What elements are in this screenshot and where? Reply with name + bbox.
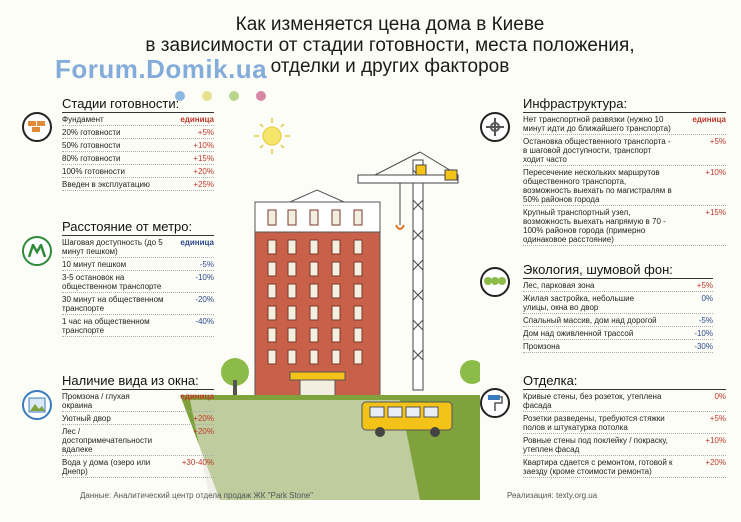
- table-row: Промзона / глухая окраина единица: [62, 392, 214, 410]
- title-line-2: в зависимости от стадии готовности, места положения,: [145, 35, 635, 56]
- stages-rows: [62, 113, 214, 191]
- bricks-icon: [22, 112, 52, 142]
- table-row: Нет транспортной развязки (нужно 10 минут идти до ближайшего транспорта) единица: [523, 115, 726, 133]
- finish-title: Отделка:: [523, 373, 726, 390]
- table-row: Кривые стены, без розеток, утеплена фасада 0%: [523, 392, 726, 410]
- finish-section: [523, 373, 726, 478]
- table-row: 50% готовности +10%: [62, 141, 214, 150]
- watermark: Forum.Domik.ua: [55, 54, 268, 84]
- stages-title: Стадии готовности:: [62, 96, 214, 113]
- table-row: Ровные стены под поклейку / покраску, утеплен фасад +10%: [523, 436, 726, 454]
- view-title: Наличие вида из окна:: [62, 373, 214, 390]
- table-row: Жилая застройка, небольшие улицы, окна во двор 0%: [523, 294, 713, 312]
- metro-icon: [22, 236, 52, 266]
- paint-roller-icon: [480, 388, 510, 418]
- footer-credit: Реализация: texty.org.ua: [507, 491, 598, 500]
- table-row: Шаговая доступность (до 5 минут пешком) единица: [62, 238, 214, 256]
- table-row: 80% готовности +15%: [62, 154, 214, 163]
- table-row: Спальный массив, дом над дорогой -5%: [523, 316, 713, 325]
- road-junction-icon: [480, 112, 510, 142]
- table-row: 100% готовности +20%: [62, 167, 214, 176]
- table-row: 30 минут на общественном транспорте -20%: [62, 295, 214, 313]
- title-line-3: отделки и других факторов: [270, 56, 510, 77]
- apartment-building: [255, 190, 380, 397]
- metro-title: Расстояние от метро:: [62, 219, 214, 236]
- table-row: Пересечение нескольких маршрутов общественного транспорта, возможность выехать по магистралям в 50% районов города +10%: [523, 168, 726, 204]
- sun-icon: [254, 118, 290, 154]
- trees-icon: [480, 267, 510, 297]
- footer-source: Данные: Аналитический центр отдела продаж ЖК "Park Stone": [80, 491, 313, 500]
- infra-section: [523, 96, 726, 246]
- table-row: Крупный транспортный узел, возможность выехать напрямую в 70 - 100% районов города (примерно одинаковое расстояние) +15%: [523, 208, 726, 244]
- table-row: Лес / достопримечательности вдалеке +20%: [62, 427, 214, 454]
- table-row: 3-5 остановок на общественном транспорте -10%: [62, 273, 214, 291]
- stages-section: [62, 96, 214, 191]
- trees-right: [460, 360, 480, 384]
- infra-title: Инфраструктура:: [523, 96, 726, 113]
- table-row: 1 час на общественном транспорте -40%: [62, 317, 214, 335]
- table-row: Квартира сдается с ремонтом, готовой к заезду (кроме стоимости ремонта) +20%: [523, 458, 726, 476]
- table-row: Розетки разведены, требуются стяжки полов и штукатурка потолка +5%: [523, 414, 726, 432]
- trees-left: [221, 358, 249, 400]
- table-row: Уютный двор +20%: [62, 414, 214, 423]
- table-row: 10 минут пешком -5%: [62, 260, 214, 269]
- metro-section: [62, 219, 214, 337]
- table-row: Промзона -30%: [523, 342, 713, 351]
- view-section: [62, 373, 214, 478]
- table-row: Остановка общественного транспорта - в шаговой доступности, транспорт ходит часто +5%: [523, 137, 726, 164]
- title-line-1: Как изменяется цена дома в Киеве: [235, 14, 545, 35]
- ecology-section: [523, 262, 713, 353]
- ecology-title: Экология, шумовой фон:: [523, 262, 713, 279]
- table-row: 20% готовности +5%: [62, 128, 214, 137]
- table-row: Дом над оживленной трассой -10%: [523, 329, 713, 338]
- window-view-icon: [22, 390, 52, 420]
- table-row: Лес, парковая зона +5%: [523, 281, 713, 290]
- table-row: Фундамент единица: [62, 115, 214, 124]
- table-row: Введен в эксплуатацию +25%: [62, 180, 214, 189]
- building-illustration: [180, 110, 480, 500]
- table-row: Вода у дома (озеро или Днепр) +30-40%: [62, 458, 214, 476]
